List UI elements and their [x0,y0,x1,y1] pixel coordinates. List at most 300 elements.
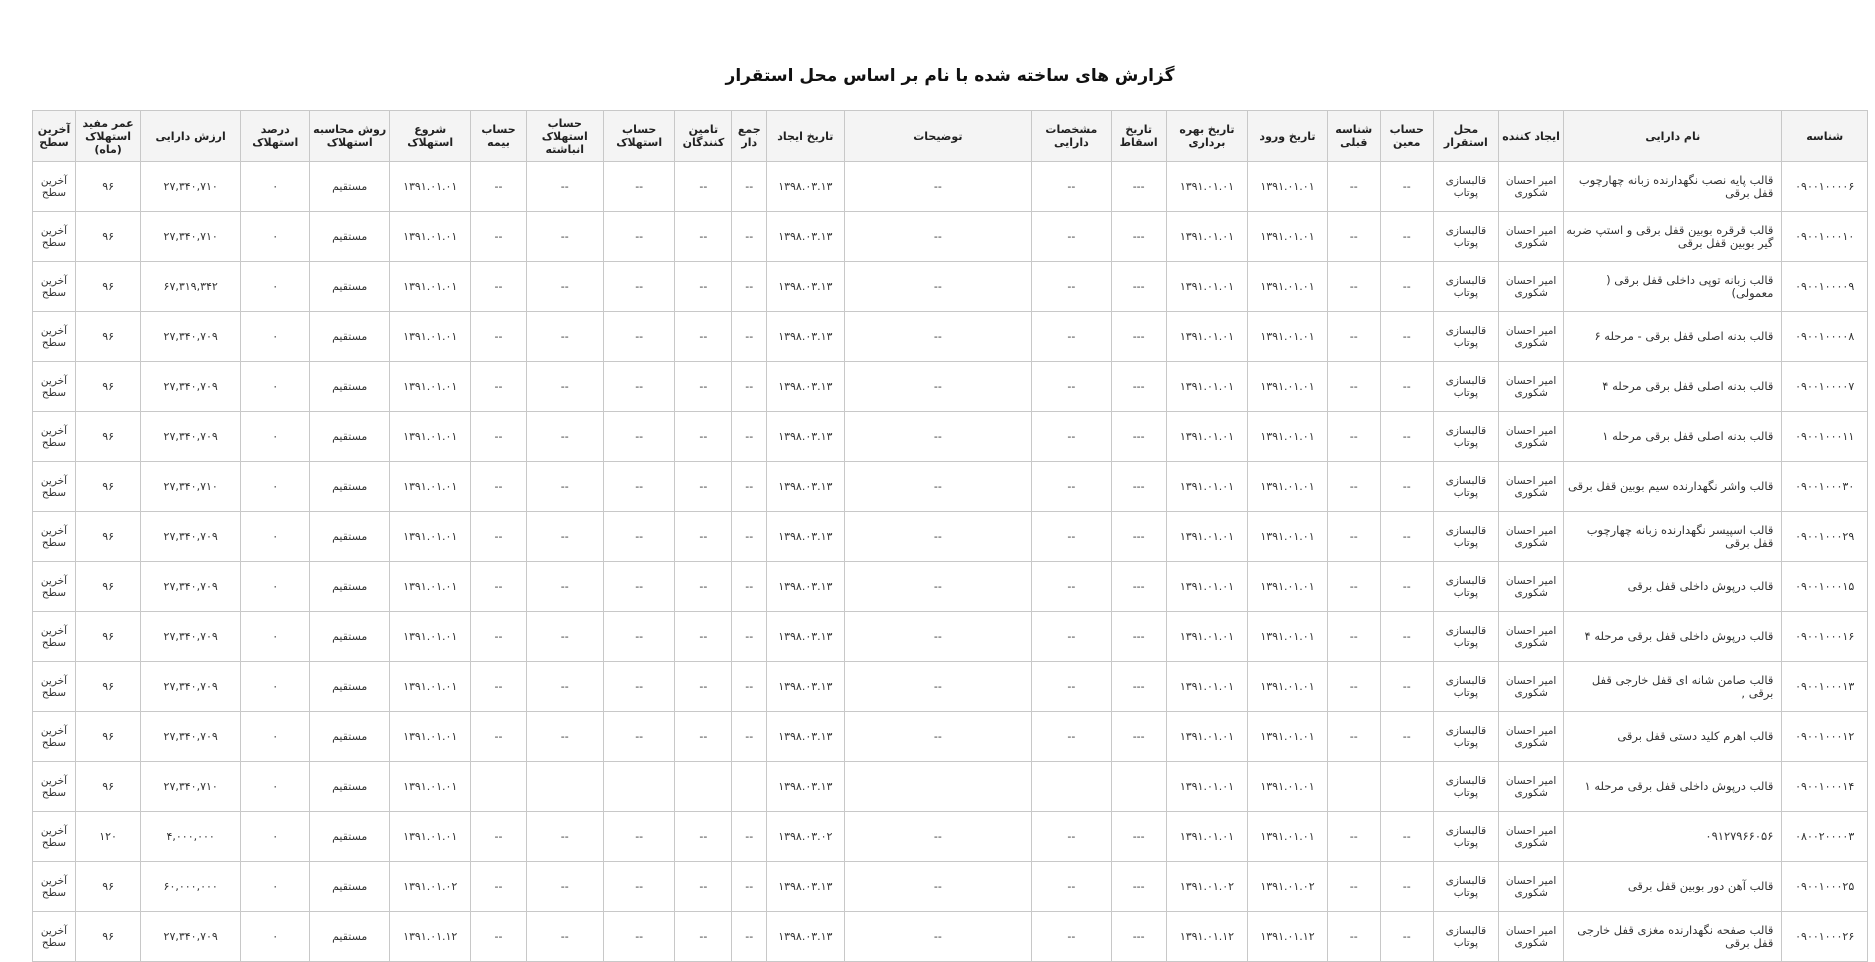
cell-dep-start: ۱۳۹۱.۰۱.۰۱ [389,762,471,812]
cell-creator: امیر احسان شکوری [1498,862,1563,912]
cell-id: ۰۹۰۰۱۰۰۰۱۱ [1782,412,1868,462]
cell-insurance-account: -- [471,712,526,762]
cell-acc-dep-account: -- [526,862,603,912]
cell-id: ۰۹۰۰۱۰۰۰۰۷ [1782,362,1868,412]
cell-dep-account: -- [604,712,675,762]
cell-dep-start: ۱۳۹۱.۰۱.۰۱ [389,262,471,312]
cell-dep-account: -- [604,412,675,462]
cell-dep-percent: ۰ [241,862,310,912]
cell-insurance-account: -- [471,462,526,512]
cell-use-date: ۱۳۹۱.۰۱.۰۱ [1166,262,1248,312]
cell-created-date: ۱۳۹۸.۰۳.۱۳ [767,912,844,962]
cell-specs: -- [1032,362,1112,412]
column-header-creator[interactable]: ایجاد کننده [1498,111,1563,162]
cell-insurance-account: -- [471,262,526,312]
cell-suppliers: -- [675,362,732,412]
table-row[interactable] [33,612,1868,662]
cell-scrap-date: --- [1111,812,1166,862]
cell-useful-life: ۹۶ [75,162,140,212]
cell-use-date: ۱۳۹۱.۰۱.۰۱ [1166,162,1248,212]
cell-specs [1032,762,1112,812]
cell-insurance-account: -- [471,812,526,862]
column-header-use-date[interactable]: تاریخ بهره برداری [1166,111,1248,162]
cell-prev-id: -- [1327,462,1380,512]
cell-prev-id: -- [1327,912,1380,962]
cell-specs: -- [1032,262,1112,312]
cell-dep-account: -- [604,662,675,712]
cell-dep-start: ۱۳۹۱.۰۱.۰۱ [389,362,471,412]
cell-suppliers: -- [675,862,732,912]
cell-account: -- [1380,912,1433,962]
cell-scrap-date [1111,762,1166,812]
cell-last-level: آخرین سطح [33,862,76,912]
cell-description: -- [844,312,1032,362]
cell-scrap-date: --- [1111,262,1166,312]
cell-dep-percent: ۰ [241,212,310,262]
cell-description: -- [844,212,1032,262]
report-title: گزارش های ساخته شده با نام بر اساس محل استقرار [725,66,1175,86]
table-row[interactable] [33,462,1868,512]
cell-insurance-account: -- [471,162,526,212]
cell-location: قالبسازی پوتاب [1433,712,1498,762]
cell-acc-dep-account: -- [526,912,603,962]
cell-prev-id [1327,762,1380,812]
cell-insurance-account: -- [471,862,526,912]
cell-specs: -- [1032,412,1112,462]
column-header-asset-name[interactable]: نام دارایی [1564,111,1782,162]
cell-creator: امیر احسان شکوری [1498,812,1563,862]
cell-account: -- [1380,312,1433,362]
cell-dep-method: مستقیم [310,212,390,262]
cell-acc-dep-account [526,762,603,812]
table-row[interactable] [33,662,1868,712]
cell-account: -- [1380,262,1433,312]
cell-creator: امیر احسان شکوری [1498,912,1563,962]
cell-created-date: ۱۳۹۸.۰۳.۱۳ [767,412,844,462]
cell-asset-name: قالب درپوش داخلی قفل برقی [1564,562,1782,612]
cell-asset-value: ۲۷,۳۴۰,۷۰۹ [141,562,241,612]
table-row[interactable] [33,712,1868,762]
cell-acc-dep-account: -- [526,212,603,262]
cell-dep-percent: ۰ [241,712,310,762]
cell-dep-percent: ۰ [241,512,310,562]
cell-created-date: ۱۳۹۸.۰۳.۱۳ [767,262,844,312]
cell-specs: -- [1032,512,1112,562]
cell-suppliers: -- [675,612,732,662]
cell-insurance-account: -- [471,612,526,662]
cell-created-date: ۱۳۹۸.۰۳.۱۳ [767,212,844,262]
cell-created-date: ۱۳۹۸.۰۳.۱۳ [767,162,844,212]
table-row[interactable] [33,562,1868,612]
cell-asset-value: ۲۷,۳۴۰,۷۰۹ [141,912,241,962]
cell-acc-dep-account: -- [526,412,603,462]
cell-scrap-date: --- [1111,412,1166,462]
cell-specs: -- [1032,462,1112,512]
cell-dep-account: -- [604,362,675,412]
cell-asset-name: قالب بدنه اصلی قفل برقی مرحله ۱ [1564,412,1782,462]
cell-entry-date: ۱۳۹۱.۰۱.۱۲ [1248,912,1328,962]
column-header-insurance-account[interactable]: حساب بیمه [471,111,526,162]
cell-useful-life: ۹۶ [75,262,140,312]
column-header-location[interactable]: محل استقرار [1433,111,1498,162]
cell-location: قالبسازی پوتاب [1433,512,1498,562]
cell-prev-id: -- [1327,162,1380,212]
cell-suppliers: -- [675,462,732,512]
cell-location: قالبسازی پوتاب [1433,762,1498,812]
cell-id: ۰۹۰۰۱۰۰۰۲۵ [1782,862,1868,912]
table-row[interactable] [33,912,1868,962]
cell-scrap-date: --- [1111,162,1166,212]
cell-last-level: آخرین سطح [33,712,76,762]
cell-description: -- [844,562,1032,612]
cell-dep-percent: ۰ [241,762,310,812]
cell-last-level: آخرین سطح [33,162,76,212]
column-header-specs[interactable]: مشخصات دارایی [1032,111,1112,162]
cell-prev-id: -- [1327,712,1380,762]
cell-acc-dep-account: -- [526,562,603,612]
cell-last-level: آخرین سطح [33,212,76,262]
column-header-asset-value[interactable]: ارزش دارایی [141,111,241,162]
cell-entry-date: ۱۳۹۱.۰۱.۰۱ [1248,412,1328,462]
cell-asset-name: قالب درپوش داخلی قفل برقی مرحله ۱ [1564,762,1782,812]
cell-location: قالبسازی پوتاب [1433,212,1498,262]
cell-description [844,762,1032,812]
cell-description: -- [844,612,1032,662]
cell-last-level: آخرین سطح [33,312,76,362]
cell-asset-name: قالب صفحه نگهدارنده مغزی قفل خارجی قفل برقی [1564,912,1782,962]
cell-last-level: آخرین سطح [33,262,76,312]
cell-id: ۰۹۰۰۱۰۰۰۲۶ [1782,912,1868,962]
cell-suppliers: -- [675,662,732,712]
cell-suppliers [675,762,732,812]
cell-dep-start: ۱۳۹۱.۰۱.۰۱ [389,162,471,212]
cell-account [1380,762,1433,812]
cell-location: قالبسازی پوتاب [1433,462,1498,512]
cell-id: ۰۹۰۰۱۰۰۰۱۴ [1782,762,1868,812]
cell-useful-life: ۹۶ [75,612,140,662]
column-header-created-date[interactable]: تاریخ ایجاد [767,111,844,162]
cell-holder: -- [732,812,767,862]
cell-holder: -- [732,362,767,412]
table-row[interactable] [33,812,1868,862]
cell-dep-method: مستقیم [310,562,390,612]
table-row[interactable] [33,312,1868,362]
cell-asset-value: ۲۷,۳۴۰,۷۰۹ [141,512,241,562]
cell-prev-id: -- [1327,212,1380,262]
cell-asset-name: قالب قرقره بوبین قفل برقی و استپ ضربه گیر بوبین قفل برقی [1564,212,1782,262]
cell-use-date: ۱۳۹۱.۰۱.۰۱ [1166,412,1248,462]
column-header-description[interactable]: توضیحات [844,111,1032,162]
cell-account: -- [1380,662,1433,712]
cell-dep-method: مستقیم [310,262,390,312]
cell-use-date: ۱۳۹۱.۰۱.۰۱ [1166,362,1248,412]
cell-creator: امیر احسان شکوری [1498,762,1563,812]
cell-description: -- [844,362,1032,412]
cell-insurance-account: -- [471,412,526,462]
cell-location: قالبسازی پوتاب [1433,262,1498,312]
cell-account: -- [1380,162,1433,212]
cell-dep-percent: ۰ [241,262,310,312]
cell-holder: -- [732,912,767,962]
cell-prev-id: -- [1327,512,1380,562]
cell-dep-start: ۱۳۹۱.۰۱.۰۱ [389,412,471,462]
cell-created-date: ۱۳۹۸.۰۳.۱۳ [767,862,844,912]
cell-asset-name: قالب آهن دور بوبین قفل برقی [1564,862,1782,912]
cell-entry-date: ۱۳۹۱.۰۱.۰۱ [1248,362,1328,412]
cell-use-date: ۱۳۹۱.۰۱.۰۱ [1166,562,1248,612]
cell-prev-id: -- [1327,312,1380,362]
cell-asset-name: قالب بدنه اصلی قفل برقی - مرحله ۶ [1564,312,1782,362]
cell-last-level: آخرین سطح [33,762,76,812]
cell-acc-dep-account: -- [526,312,603,362]
cell-dep-percent: ۰ [241,412,310,462]
cell-location: قالبسازی پوتاب [1433,162,1498,212]
cell-insurance-account: -- [471,662,526,712]
cell-last-level: آخرین سطح [33,512,76,562]
cell-specs: -- [1032,562,1112,612]
cell-dep-method: مستقیم [310,712,390,762]
cell-prev-id: -- [1327,662,1380,712]
cell-dep-account: -- [604,862,675,912]
cell-scrap-date: --- [1111,562,1166,612]
cell-location: قالبسازی پوتاب [1433,562,1498,612]
column-header-acc-dep-account[interactable]: حساب استهلاک انباشته [526,111,603,162]
cell-created-date: ۱۳۹۸.۰۳.۱۳ [767,312,844,362]
cell-specs: -- [1032,662,1112,712]
cell-use-date: ۱۳۹۱.۰۱.۰۱ [1166,512,1248,562]
cell-entry-date: ۱۳۹۱.۰۱.۰۱ [1248,312,1328,362]
cell-created-date: ۱۳۹۸.۰۳.۱۳ [767,362,844,412]
cell-creator: امیر احسان شکوری [1498,412,1563,462]
cell-description: -- [844,512,1032,562]
cell-asset-name: قالب اهرم کلید دستی قفل برقی [1564,712,1782,762]
table-row[interactable] [33,362,1868,412]
cell-dep-start: ۱۳۹۱.۰۱.۰۱ [389,812,471,862]
cell-asset-name: قالب زبانه توپی داخلی قفل برقی ( معمولی) [1564,262,1782,312]
cell-entry-date: ۱۳۹۱.۰۱.۰۱ [1248,562,1328,612]
cell-dep-percent: ۰ [241,462,310,512]
cell-scrap-date: --- [1111,662,1166,712]
cell-entry-date: ۱۳۹۱.۰۱.۰۲ [1248,862,1328,912]
cell-asset-name: قالب درپوش داخلی قفل برقی مرحله ۴ [1564,612,1782,662]
cell-location: قالبسازی پوتاب [1433,412,1498,462]
cell-created-date: ۱۳۹۸.۰۳.۱۳ [767,512,844,562]
cell-dep-start: ۱۳۹۱.۰۱.۰۱ [389,662,471,712]
cell-holder: -- [732,712,767,762]
cell-useful-life: ۹۶ [75,412,140,462]
cell-account: -- [1380,612,1433,662]
column-header-holder[interactable]: جمع دار [732,111,767,162]
cell-use-date: ۱۳۹۱.۰۱.۰۱ [1166,812,1248,862]
table-row[interactable] [33,512,1868,562]
column-header-entry-date[interactable]: تاریخ ورود [1248,111,1328,162]
cell-entry-date: ۱۳۹۱.۰۱.۰۱ [1248,762,1328,812]
cell-insurance-account [471,762,526,812]
cell-id: ۰۹۰۰۱۰۰۰۱۲ [1782,712,1868,762]
cell-asset-name: قالب بدنه اصلی قفل برقی مرحله ۴ [1564,362,1782,412]
cell-last-level: آخرین سطح [33,562,76,612]
cell-prev-id: -- [1327,262,1380,312]
cell-location: قالبسازی پوتاب [1433,612,1498,662]
cell-asset-value: ۲۷,۳۴۰,۷۰۹ [141,662,241,712]
cell-dep-percent: ۰ [241,812,310,862]
cell-id: ۰۹۰۰۱۰۰۰۱۶ [1782,612,1868,662]
cell-dep-percent: ۰ [241,612,310,662]
cell-use-date: ۱۳۹۱.۰۱.۱۲ [1166,912,1248,962]
cell-dep-method: مستقیم [310,862,390,912]
cell-prev-id: -- [1327,362,1380,412]
cell-creator: امیر احسان شکوری [1498,262,1563,312]
cell-acc-dep-account: -- [526,262,603,312]
table-row[interactable] [33,262,1868,312]
cell-specs: -- [1032,812,1112,862]
cell-insurance-account: -- [471,562,526,612]
cell-asset-value: ۶۰,۰۰۰,۰۰۰ [141,862,241,912]
cell-use-date: ۱۳۹۱.۰۱.۰۱ [1166,612,1248,662]
cell-suppliers: -- [675,262,732,312]
cell-acc-dep-account: -- [526,812,603,862]
cell-dep-method: مستقیم [310,512,390,562]
cell-specs: -- [1032,712,1112,762]
cell-useful-life: ۹۶ [75,862,140,912]
cell-scrap-date: --- [1111,712,1166,762]
cell-asset-name: قالب اسپیسر نگهدارنده زبانه چهارچوب قفل برقی [1564,512,1782,562]
cell-entry-date: ۱۳۹۱.۰۱.۰۱ [1248,462,1328,512]
cell-account: -- [1380,812,1433,862]
cell-dep-account: -- [604,212,675,262]
cell-dep-start: ۱۳۹۱.۰۱.۰۱ [389,562,471,612]
cell-last-level: آخرین سطح [33,412,76,462]
column-header-dep-percent[interactable]: درصد استهلاک [241,111,310,162]
cell-acc-dep-account: -- [526,512,603,562]
cell-use-date: ۱۳۹۱.۰۱.۰۱ [1166,462,1248,512]
cell-holder: -- [732,312,767,362]
cell-account: -- [1380,362,1433,412]
column-header-last-level[interactable]: آخرین سطح [33,111,76,162]
cell-specs: -- [1032,862,1112,912]
cell-dep-account: -- [604,312,675,362]
cell-id: ۰۹۰۰۱۰۰۰۲۹ [1782,512,1868,562]
cell-scrap-date: --- [1111,512,1166,562]
cell-description: -- [844,162,1032,212]
cell-holder: -- [732,262,767,312]
cell-useful-life: ۹۶ [75,312,140,362]
cell-asset-value: ۲۷,۳۴۰,۷۰۹ [141,712,241,762]
column-header-suppliers[interactable]: تامین کنندگان [675,111,732,162]
cell-suppliers: -- [675,162,732,212]
cell-dep-percent: ۰ [241,662,310,712]
column-header-dep-start[interactable]: شروع استهلاک [389,111,471,162]
cell-dep-start: ۱۳۹۱.۰۱.۰۱ [389,712,471,762]
cell-prev-id: -- [1327,412,1380,462]
table-header-row [33,111,1868,162]
cell-scrap-date: --- [1111,612,1166,662]
column-header-scrap-date[interactable]: تاریخ اسقاط [1111,111,1166,162]
table-row[interactable] [33,762,1868,812]
cell-acc-dep-account: -- [526,162,603,212]
cell-prev-id: -- [1327,862,1380,912]
cell-last-level: آخرین سطح [33,612,76,662]
cell-description: -- [844,262,1032,312]
cell-location: قالبسازی پوتاب [1433,662,1498,712]
cell-location: قالبسازی پوتاب [1433,362,1498,412]
cell-dep-percent: ۰ [241,162,310,212]
cell-creator: امیر احسان شکوری [1498,512,1563,562]
cell-creator: امیر احسان شکوری [1498,712,1563,762]
cell-created-date: ۱۳۹۸.۰۳.۱۳ [767,712,844,762]
cell-scrap-date: --- [1111,862,1166,912]
table-row[interactable] [33,212,1868,262]
cell-asset-value: ۶۷,۳۱۹,۳۴۲ [141,262,241,312]
column-header-dep-method[interactable]: روش محاسبه استهلاک [310,111,390,162]
cell-account: -- [1380,562,1433,612]
cell-entry-date: ۱۳۹۱.۰۱.۰۱ [1248,812,1328,862]
cell-useful-life: ۹۶ [75,662,140,712]
column-header-account[interactable]: حساب معین [1380,111,1433,162]
cell-specs: -- [1032,312,1112,362]
cell-creator: امیر احسان شکوری [1498,212,1563,262]
cell-asset-name: قالب صامن شانه ای قفل خارجی قفل برقی , [1564,662,1782,712]
cell-description: -- [844,412,1032,462]
cell-prev-id: -- [1327,612,1380,662]
cell-id: ۰۹۰۰۱۰۰۰۱۳ [1782,662,1868,712]
cell-description: -- [844,812,1032,862]
cell-dep-method: مستقیم [310,612,390,662]
table-row[interactable] [33,412,1868,462]
cell-description: -- [844,912,1032,962]
column-header-prev-id[interactable]: شناسه قبلی [1327,111,1380,162]
cell-location: قالبسازی پوتاب [1433,812,1498,862]
cell-asset-value: ۲۷,۳۴۰,۷۰۹ [141,612,241,662]
cell-suppliers: -- [675,212,732,262]
cell-dep-start: ۱۳۹۱.۰۱.۰۱ [389,312,471,362]
table-row[interactable] [33,862,1868,912]
cell-id: ۰۹۰۰۱۰۰۰۱۵ [1782,562,1868,612]
cell-useful-life: ۹۶ [75,462,140,512]
cell-asset-value: ۲۷,۳۴۰,۷۱۰ [141,462,241,512]
column-header-useful-life[interactable]: عمر مفید استهلاک (ماه) [75,111,140,162]
cell-dep-method: مستقیم [310,812,390,862]
cell-specs: -- [1032,212,1112,262]
cell-dep-account: -- [604,612,675,662]
cell-useful-life: ۹۶ [75,762,140,812]
cell-suppliers: -- [675,562,732,612]
column-header-id[interactable]: شناسه [1782,111,1868,162]
cell-suppliers: -- [675,712,732,762]
cell-insurance-account: -- [471,512,526,562]
cell-asset-value: ۲۷,۳۴۰,۷۱۰ [141,162,241,212]
cell-scrap-date: --- [1111,362,1166,412]
cell-id: ۰۹۰۰۱۰۰۰۰۸ [1782,312,1868,362]
cell-dep-method: مستقیم [310,912,390,962]
table-row[interactable] [33,162,1868,212]
cell-acc-dep-account: -- [526,462,603,512]
cell-holder: -- [732,212,767,262]
cell-entry-date: ۱۳۹۱.۰۱.۰۱ [1248,512,1328,562]
cell-creator: امیر احسان شکوری [1498,312,1563,362]
cell-acc-dep-account: -- [526,362,603,412]
cell-insurance-account: -- [471,362,526,412]
cell-dep-start: ۱۳۹۱.۰۱.۰۲ [389,862,471,912]
cell-account: -- [1380,462,1433,512]
cell-acc-dep-account: -- [526,612,603,662]
cell-acc-dep-account: -- [526,662,603,712]
cell-entry-date: ۱۳۹۱.۰۱.۰۱ [1248,612,1328,662]
column-header-dep-account[interactable]: حساب استهلاک [604,111,675,162]
cell-id: ۰۹۰۰۱۰۰۰۳۰ [1782,462,1868,512]
cell-creator: امیر احسان شکوری [1498,612,1563,662]
cell-dep-account: -- [604,462,675,512]
